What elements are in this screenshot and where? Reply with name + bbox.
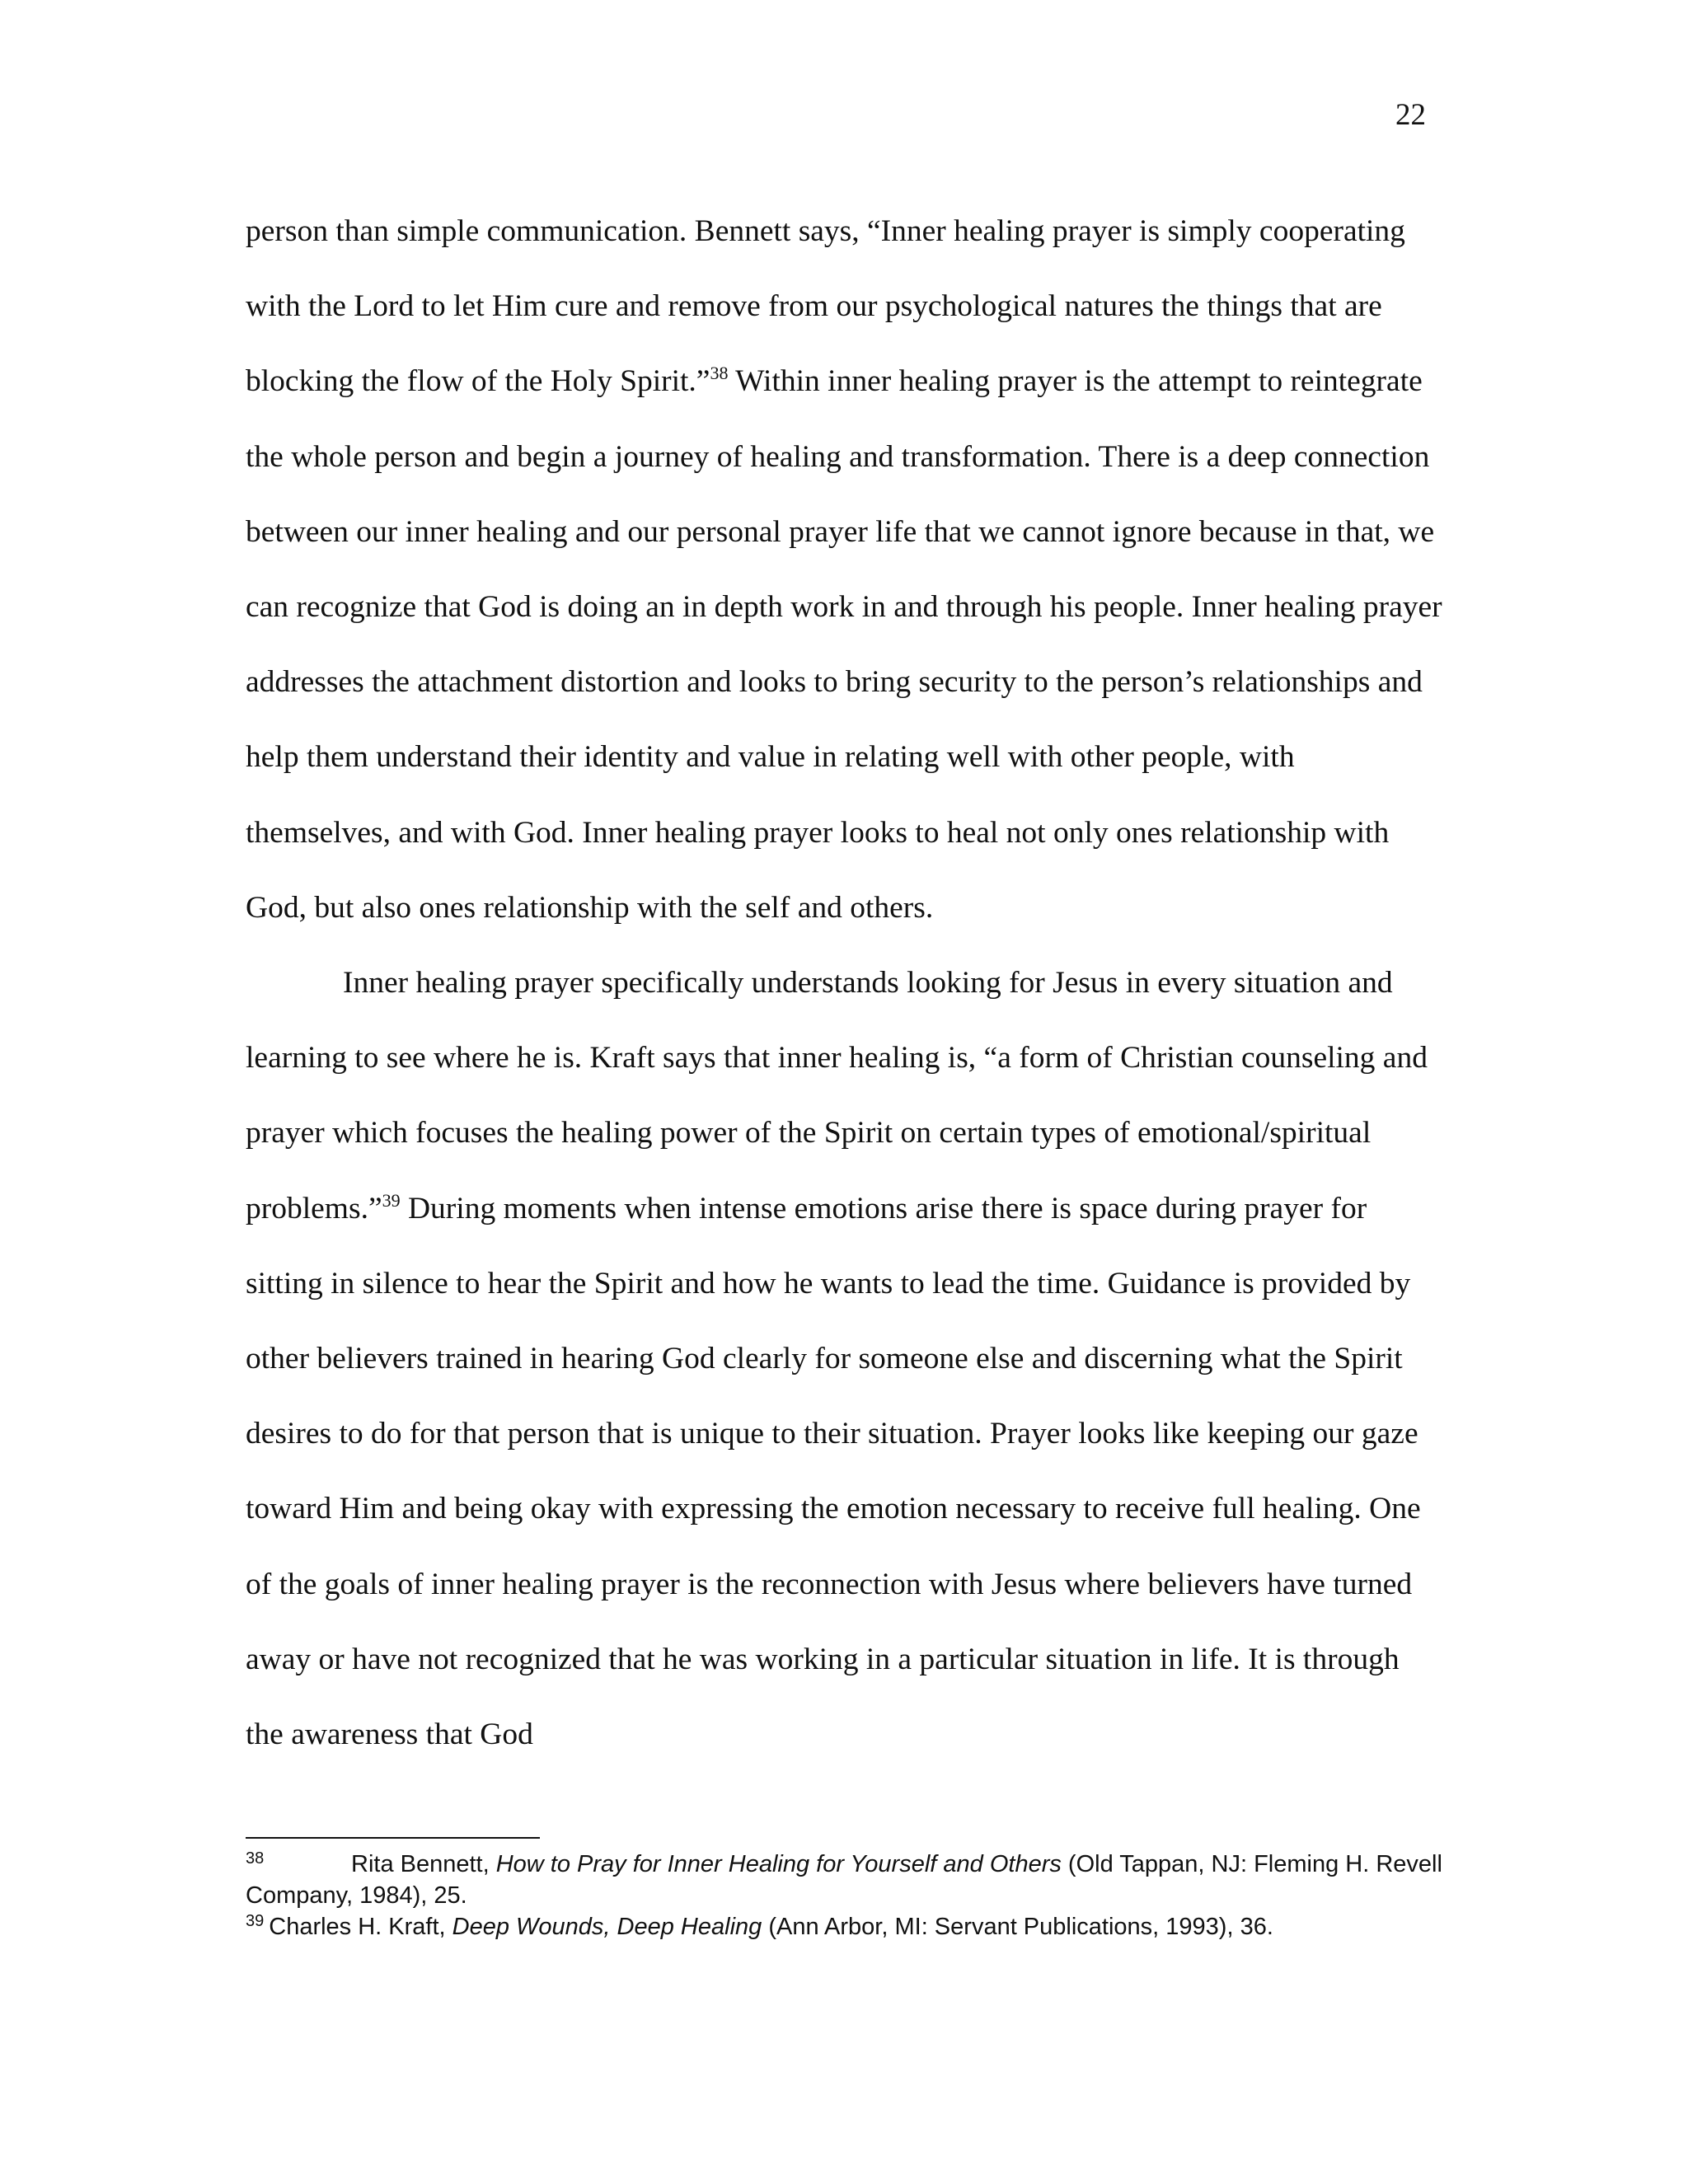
footnote-title: Deep Wounds, Deep Healing — [452, 1914, 762, 1940]
footnote: 38 Rita Bennett, How to Pray for Inner Healing for Yourself and Others (Old Tappan, NJ: Fleming H. Revell Company, 1984), 25. — [246, 1849, 1442, 1909]
footnote-publication: (Ann Arbor, MI: Servant Publications, 1993), 36. — [762, 1914, 1273, 1940]
footnotes — [246, 1849, 1442, 1943]
footnote-number: 39 — [246, 1912, 265, 1930]
footnote-author: Charles H. Kraft, — [269, 1914, 452, 1940]
paragraph-text: person than simple communication. Bennett says, “Inner healing prayer is simply cooperating with the Lord to let Him cure and remove from our psychological natures the things that are blocking the flow of the Holy Spirit.” — [246, 214, 1405, 399]
paragraph — [246, 945, 1442, 1772]
body-text — [246, 194, 1442, 1772]
footnote-publication: (Old Tappan, NJ: Fleming H. Revell Company, 1984), 25. — [246, 1851, 1442, 1909]
paragraph-text: During moments when intense emotions arise there is space during prayer for sitting in silence to hear the Spirit and how he wants to lead the time. Guidance is provided by other believers trained in hearing God clearly for someone else and discerning what the Spirit desires to do for that person that is unique to their situation. Prayer looks like keeping our gaze toward Him and being okay with expressing the emotion necessary to receive full healing. One of the goals of inner healing prayer is the reconnection with Jesus where believers have turned away or have not recognized that he was working in a particular situation in life. It is through the awareness that God — [246, 1191, 1421, 1752]
footnote-reference: 38 — [710, 363, 729, 384]
footnote-reference: 39 — [382, 1189, 401, 1211]
footnote-title: How to Pray for Inner Healing for Yourself and Others — [495, 1851, 1062, 1877]
paragraph — [246, 194, 1442, 945]
paragraph-text: Inner healing prayer specifically understands looking for Jesus in every situation and learning to see where he is. Kraft says that inner healing is, “a form of Christian counseling and prayer which focuses the healing power of the Spirit on certain types of emotional/spiritual problems.” — [246, 966, 1428, 1226]
footnote-author: Rita Bennett, — [351, 1851, 496, 1877]
paragraph-text: Within inner healing prayer is the attempt to reintegrate the whole person and begin a journey of healing and transformation. There is a deep connection between our inner healing and our personal prayer life that we cannot ignore because in that, we can recognize that God is doing an in depth work in and through his people. Inner healing prayer addresses the attachment distortion and looks to bring security to the person’s relationships and help them understand their identity and value in relating well with other people, with themselves, and with God. Inner healing prayer looks to heal not only ones relationship with God, but also ones relationship with the self and others. — [246, 364, 1442, 925]
footnote — [246, 1911, 1442, 1943]
footnote-separator — [246, 1837, 540, 1839]
page-number: 22 — [1395, 98, 1426, 132]
